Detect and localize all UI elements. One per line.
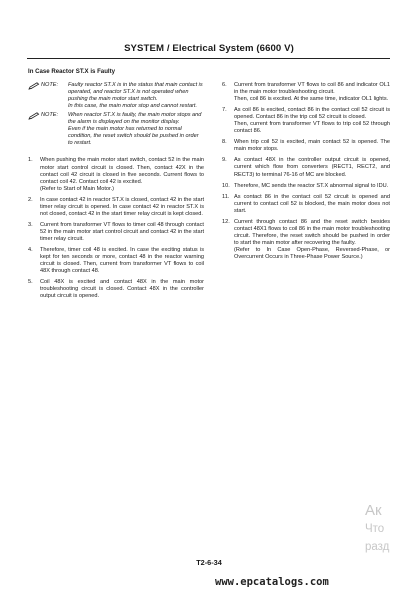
item-number: 1. — [28, 157, 33, 164]
list-item — [222, 183, 390, 190]
steps-list-left — [28, 157, 204, 300]
item-number: 8. — [222, 139, 227, 146]
item-extra: (Refer to In Case Open-Phase, Reversed-Phase, or Overcurrent Occurs in Three-Phase Power Source.) — [234, 246, 390, 260]
item-text: In case contact 42 in reactor ST.X is closed, contact 42 in the start timer relay circuit is opened. In case contact 42 in reactor ST.X is not closed, contact 42 in the start timer relay circuit is kept closed. — [40, 196, 204, 217]
list-item — [222, 157, 390, 178]
list-item — [222, 219, 390, 261]
page-number: T2-6-34 — [196, 558, 222, 567]
item-text: Current from transformer VT flows to coil 86 and indicator OL1 in the main motor troubleshooting circuit. — [234, 82, 390, 96]
item-text: Therefore, timer coil 48 is excited. In case the exciting status is kept for ten seconds or more, contact 48 in the reactor warning circuit is closed. Then, current from transformer VT flows to coil 48X through contact 48. — [40, 246, 204, 275]
item-number: 3. — [28, 221, 33, 228]
note-label: NOTE: — [41, 112, 59, 119]
item-extra: (Refer to Start of Main Motor.) — [40, 185, 114, 192]
watermark: Ак Что разд — [365, 502, 390, 553]
item-number: 7. — [222, 107, 227, 114]
header-rule — [27, 58, 390, 59]
item-text: Coil 48X is excited and contact 48X in the main motor troubleshooting circuit is closed. Contact 48X in the controller output circuit is opened. — [40, 279, 204, 300]
site-url[interactable]: www.epcatalogs.com — [215, 576, 329, 588]
list-item — [222, 107, 390, 135]
section-title: In Case Reactor ST.X is Faulty — [28, 68, 116, 75]
item-text: Therefore, MC sends the reactor ST.X abnormal signal to IDU. — [234, 182, 389, 189]
pencil-note-icon — [28, 82, 40, 90]
pencil-note-icon — [28, 112, 40, 120]
item-number: 4. — [28, 246, 33, 253]
left-column — [28, 68, 204, 304]
item-text: When trip coil 52 is excited, main contact 52 is opened. The main motor stops. — [234, 139, 390, 153]
item-number: 9. — [222, 157, 227, 164]
item-number: 10. — [222, 182, 230, 189]
item-text: As contact 86 in the contact coil 52 circuit is opened and current to contact coil 52 is blocked, the main motor does not start. — [234, 193, 390, 214]
list-item — [28, 279, 204, 300]
list-item — [222, 194, 390, 215]
item-extra: Then, current from transformer VT flows to trip coil 52 through contact 86. — [234, 121, 390, 135]
note-1 — [28, 82, 204, 110]
list-item — [222, 82, 390, 103]
item-number: 12. — [222, 218, 230, 225]
list-item — [28, 247, 204, 275]
item-text: Current through contact 86 and the reset switch besides contact 48X1 flows to coil 86 in the main motor troubleshooting circuit. Therefore, the reset switch should be pushed in order to start the main motor after recovering the faulty. — [234, 218, 390, 246]
item-text: Current from transformer VT flows to timer coil 48 through contact 52 in the main motor start control circuit and contact 42 in the start timer relay circuit. — [40, 221, 204, 242]
note-text: When reactor ST.X is faulty, the main motor stops and the alarm is displayed on the monitor display. — [68, 112, 202, 126]
item-number: 6. — [222, 82, 227, 88]
list-item — [222, 139, 390, 153]
note-text: In this case, the main motor stop and cannot restart. — [68, 103, 198, 110]
item-number: 11. — [222, 193, 230, 200]
page-header: SYSTEM / Electrical System (6600 V) — [124, 43, 294, 54]
steps-list-right — [222, 82, 390, 261]
item-text: As coil 86 is excited, contact 86 in the contact coil 52 circuit is opened. Contact 86 in the trip coil 52 circuit is closed. — [234, 107, 390, 121]
item-number: 5. — [28, 279, 33, 286]
note-text: Even if the main motor has returned to normal condition, the reset switch should be pushed in order to restart. — [68, 126, 199, 147]
item-extra: Then, coil 86 is excited. At the same time, indicator OL1 lights. — [234, 96, 389, 103]
item-number: 2. — [28, 196, 33, 203]
list-item — [28, 157, 204, 192]
list-item — [28, 197, 204, 218]
list-item — [28, 222, 204, 243]
note-label: NOTE: — [41, 82, 59, 89]
note-2 — [28, 112, 204, 147]
right-column — [222, 82, 390, 265]
item-text: When pushing the main motor start switch, contact 52 in the main motor start control circuit is closed. Then, contact 42X in the contact coil 42 circuit is closed in five seconds. Current flows to contact coil 42. Contact coil 42 is excited. — [40, 157, 204, 185]
item-text: As contact 48X in the controller output circuit is opened, current which flow from converters (RECT1, RECT2, and RECT3) to terminal 76-16 of MC are blocked. — [234, 157, 390, 178]
note-text: Faulty reactor ST.X is in the status that main contact is operated, and reactor ST.X is not operated when pushing the main motor start switch. — [68, 82, 203, 103]
